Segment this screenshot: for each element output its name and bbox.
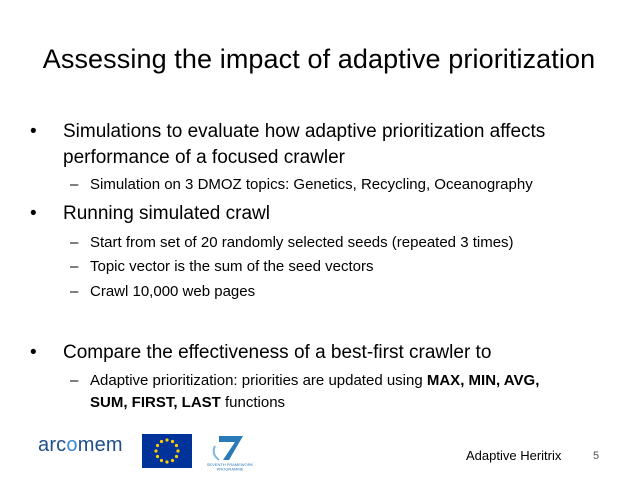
bullet-text: Compare the effectiveness of a best-first crawler to (63, 342, 492, 363)
sub-bullet-topic-vector: – Topic vector is the sum of the seed vectors (70, 258, 374, 275)
bullet-dot: • (30, 121, 37, 142)
footer-label: Adaptive Heritrix (466, 448, 562, 463)
svg-text:SEVENTH FRAMEWORK: SEVENTH FRAMEWORK (206, 462, 254, 467)
arcomem-logo: arcomem (38, 434, 123, 456)
bullet-dot: • (30, 342, 37, 363)
bullet-simulations (30, 119, 603, 171)
sub-bullet-crawl-pages: – Crawl 10,000 web pages (70, 283, 256, 300)
sub-bullet-adaptive: – Adaptive prioritization: priorities are updated using MAX, MIN, AVG, SUM, FIRST, LAST functions (70, 372, 540, 411)
bullet-running-crawl (30, 201, 603, 227)
fp7-logo (205, 432, 255, 472)
sub-bullet-dmoz: – Simulation on 3 DMOZ topics: Genetics, Recycling, Oceanography (70, 176, 533, 193)
page-number: 5 (593, 450, 600, 462)
sub-bullet-seeds: – Start from set of 20 randomly selected seeds (repeated 3 times) (70, 234, 514, 251)
eu-flag-logo (142, 434, 192, 468)
bullet-text: Running simulated crawl (63, 203, 270, 224)
bullet-dot: • (30, 203, 37, 224)
bullet-text: Simulations to evaluate how adaptive prioritization affects performance of a focused crawler (63, 121, 546, 168)
bullet-compare (30, 340, 603, 366)
slide-title: Assessing the impact of adaptive prioritization (42, 44, 596, 74)
svg-text:PROGRAMME: PROGRAMME (216, 466, 244, 472)
